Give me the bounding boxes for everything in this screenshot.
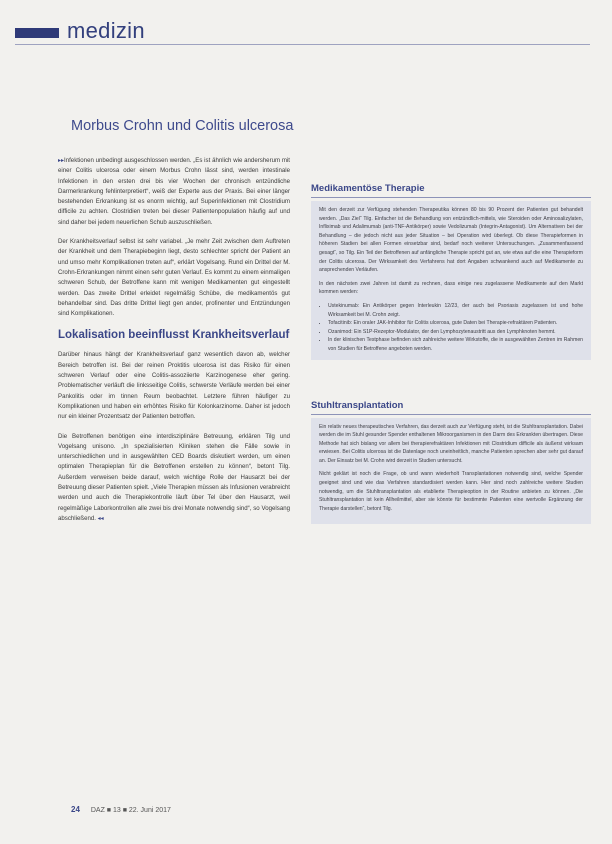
continuation-marker-icon: ▸▸ <box>58 158 65 164</box>
body-paragraph: Der Krankheitsverlauf selbst ist sehr variabel. „Je mehr Zeit zwischen dem Auftreten der Krankheit und dem Therapiebeginn liegt, desto schlechter spricht der Patient an und umso mehr Komplikationen treten auf“, erklärt Vogelsang. Rund ein Drittel der M. Crohn-Erkrankungen nimmt einen sehr guten Verlauf. Es kommt zu einem einmaligen schweren Schub, der Betroffene kann mit wenigen Medikamenten gut eingestellt werden. Das zweite Drittel erleidet regelmäßig Schübe, die medikamentös gut behandelbar sind. Das dritte Drittel liegt gen ander, profinenter und Entzündungen sind Komplikationen. <box>58 238 290 318</box>
article-headline: Morbus Crohn und Colitis ulcerosa <box>71 118 294 134</box>
header-rule <box>15 44 590 45</box>
info-box-stool <box>311 418 591 525</box>
box-title-medication: Medikamentöse Therapie <box>311 183 425 194</box>
body-paragraph: Darüber hinaus hängt der Krankheitsverlauf ganz wesentlich davon ab, welcher Bereich betroffen ist. Bei der reinen Proktitis ulcerosa ist das Risiko für einen schweren Verlauf oder eine Colitis-assoziierte Karzinogenese eher gering. Problematischer verläuft die linksseitige Colitis, schwerste Verläufe werden bei einer Pankolitis oder im tinnen Reum beobachtet. Letztere führen häufiger zu Komplikationen und haben ein erhöhtes Risiko für Kolonkarzinome. Daher ist jedoch nur ein kleiner Prozentsatz der Patienten betroffen. <box>58 351 290 421</box>
left-column <box>58 156 290 533</box>
end-marker-icon: ◂◂ <box>97 515 104 522</box>
box-rule <box>311 414 591 415</box>
page-number: 24 <box>71 805 80 814</box>
right-column <box>311 183 591 524</box>
section-color-bar <box>15 28 59 38</box>
issue-info: DAZ ■ 13 ■ 22. Juni 2017 <box>90 807 171 814</box>
box-paragraph: Ein relativ neues therapeutisches Verfahren, das derzeit auch zur Verfügung steht, ist die Stuhltransplantation. Dabei werden die im Stuhl gesunder Spender enthaltenen Mikroorganismen in den Darm des Erkrankten übertragen. Diese Methode hat sich bislang vor allem bei therapierefraktären Infektionen mit Clostridium difficile als äußerst wirksam erwiesen. Bei Colitis ulcerosa ist die Datenlage noch uneinheitlich, manche Patienten sprechen aber sehr gut darauf an. Der Einsatz bei M. Crohn wird derzeit in Studien untersucht. <box>319 423 583 464</box>
body-paragraph: Die Betroffenen benötigen eine interdisziplinäre Betreuung, erklären Tilg und Vogelsang unisono. „In spezialisierten Kliniken stehen die Fälle sowie in unterschiedlichen und in ausgewählten CED Boards diskutiert werden, um einen optimalen Therapieplan für die Betroffenen erstellen zu können“, betont Tilg. Außerdem verweisen beide darauf, welch wichtige Rolle der Hausarzt bei der Betreuung dieser Patienten spielt. „Viele Therapien müssen als Infusionen verabreicht werden und auch die Therapiekontrolle läuft über Tel über den Hausarzt, weil regelmäßige Laborkontrollen alle zwei bis drei Monate notwendig sind“, so Vogelsang abschließend. ◂◂ <box>58 432 290 522</box>
list-item: • Tofacitinib: Ein oraler JAK-Inhibitor für Colitis ulcerosa, gute Daten bei Therapie-refraktären Patienten. <box>328 319 583 328</box>
page-footer <box>71 805 171 814</box>
list-item: • In der klinischen Testphase befinden sich zahlreiche weitere Wirkstoffe, die in ausgewählten Zentren im Rahmen von Studien für Betroffene angeboten werden. <box>328 336 583 353</box>
body-paragraph: ▸▸Infektionen unbedingt ausgeschlossen werden. „Es ist ähnlich wie andersherum mit einer Colitis ulcerosa oder einem Morbus Crohn lässt sind, werden intestinale Infektionen in den ersten drei bis vier Wochen der chronisch entzündliche Darmerkrankung fehlinterpretiert“, weiß der Experte aus der Praxis. Bei einer länger bestehenden Erkrankung ist es enorm wichtig, auf Superinfektionen mit Clostridium difficile zu achten. Clostridien treten bei dieser Patientenpopulation häufig auf und sind daher bei jedem neuerlichen Schub auszuschließen. <box>58 157 290 226</box>
drug-list <box>319 302 583 354</box>
box-rule <box>311 197 591 198</box>
list-item: • Ustekinumab: Ein Antikörper gegen Interleukin 12/23, der auch bei Psoriasis zugelassen ist und hohe Wirksamkeit bei M. Crohn zeigt. <box>328 302 583 319</box>
box-paragraph: Mit den derzeit zur Verfügung stehenden Therapeutika können 80 bis 90 Prozent der Patienten gut behandelt werden. „Das Ziel“ Tilg. Einfacher ist die Behandlung von entzündlich-mittels, wie Steroiden oder Aminosalizylaten, Infliximab und Adalimumab (anti-TNF-Antikörper) sowie Vedolizumab (Integrin-Antagonist). Um Alternativen bei der Behandlung – die jedoch nicht aus jeder Situation – bei Operation wird überlegt. Ob diese Therapieformen in höheren Stadien bei allen Formen einsetzbar sind, bedarf noch weiterer Untersuchungen. „Zusammenfassend gesagt“, so Tilg. Ein Teil der Betroffenen auf anfängliche Therapie spricht gut an, wie etwa auf die eine Therapieform der Colitis ulcerosa. Der Wirksamkeit des Verfahrens hat dort Angaben schwankend auch auf Medikamente zu ansprechenden Verläufen. <box>319 207 583 274</box>
box-paragraph: In den nächsten zwei Jahren ist damit zu rechnen, dass einige neu zugelassene Medikamente auf den Markt kommen werden: <box>319 280 583 296</box>
box-paragraph: Nicht geklärt ist noch die Frage, ob und wann wiederholt Transplantationen notwendig sind, welche Spender geeignet sind und wie das Verfahren standardisiert werden kann. Hier sind noch zahlreiche weitere Studien notwendig, um die Stuhltransplantation als etablierte Therapieoption in der Routine anbieten zu können. „Die Stuhltransplantation ist kein Allheilmittel, aber sie könnte für bestimmte Patienten eine wertvolle Ergänzung der Therapie darstellen“, betont Tilg. <box>319 471 583 512</box>
section-label: medizin <box>67 18 145 43</box>
subheading: Lokalisation beeinflusst Krankheitsverlauf <box>58 329 290 342</box>
box-title-stool: Stuhltransplantation <box>311 399 404 411</box>
list-item: • Ozanimod: Ein S1P-Rezeptor-Modulator, der den Lymphozytenaustritt aus den Lymphknoten hemmt. <box>328 328 583 337</box>
info-box-medication <box>311 201 591 360</box>
